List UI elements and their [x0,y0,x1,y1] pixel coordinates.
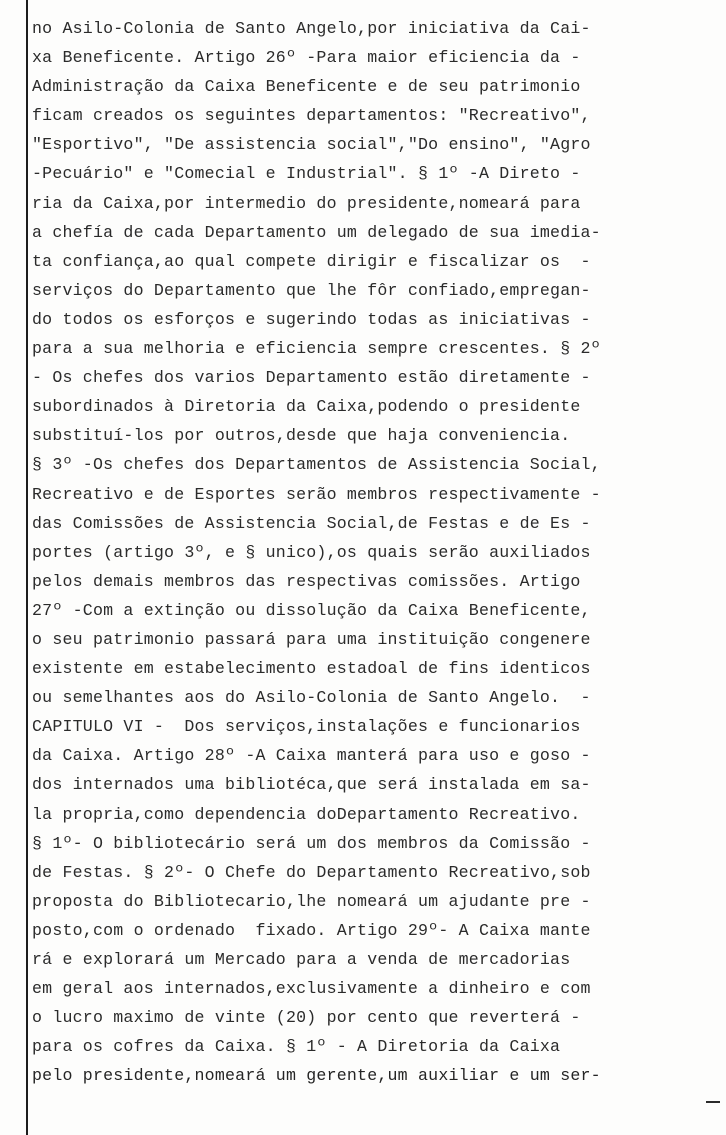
text-line: portes (artigo 3º, e § unico),os quais serão auxiliados [32,542,591,562]
text-line: rá e explorará um Mercado para a venda de mercadorias [32,950,571,969]
text-line: serviços do Departamento que lhe fôr confiado,empregan- [32,280,591,300]
text-line: "Esportivo", "De assistencia social","Do ensino", "Agro [32,135,591,155]
text-line: -Pecuário" e "Comecial e Industrial". § 1º -A Direto - [32,164,581,184]
text-line: o lucro maximo de vinte (20) por cento que reverterá - [32,1008,581,1028]
text-line: de Festas. § 2º- O Chefe do Departamento Recreativo,sob [32,862,591,882]
margin-tick-mark [706,1101,720,1103]
text-line: § 3º -Os chefes dos Departamentos de Assistencia Social, [32,455,601,475]
text-line: subordinados à Diretoria da Caixa,podendo o presidente [32,397,581,417]
text-line: CAPITULO VI - Dos serviços,instalações e funcionarios [32,717,581,737]
text-line: ta confiança,ao qual compete dirigir e fiscalizar os - [32,251,591,271]
text-line: a chefía de cada Departamento um delegado de sua imedia- [32,222,601,242]
text-line: existente em estabelecimento estadoal de fins identicos [32,659,591,679]
text-line: no Asilo-Colonia de Santo Angelo,por iniciativa da Cai- [32,19,591,38]
text-line: para a sua melhoria e eficiencia sempre crescentes. § 2º [32,339,601,359]
text-line: ou semelhantes aos do Asilo-Colonia de Santo Angelo. - [32,688,591,708]
text-line: 27º -Com a extinção ou dissolução da Caixa Beneficente, [32,600,591,620]
text-line: pelo presidente,nomeará um gerente,um auxiliar e um ser- [32,1066,601,1086]
document-body [32,14,722,1090]
text-line: § 1º- O bibliotecário será um dos membros da Comissão - [32,833,591,853]
text-line: dos internados uma bibliotéca,que será instalada em sa- [32,775,591,795]
text-line: posto,com o ordenado fixado. Artigo 29º- A Caixa mante [32,920,591,940]
text-line: pelos demais membros das respectivas comissões. Artigo [32,571,581,591]
text-line: la propria,como dependencia doDepartamento Recreativo. [32,804,581,824]
text-line: da Caixa. Artigo 28º -A Caixa manterá para uso e goso - [32,746,591,766]
text-line: Administração da Caixa Beneficente e de seu patrimonio [32,77,581,97]
text-line: proposta do Bibliotecario,lhe nomeará um ajudante pre - [32,891,591,911]
text-line: das Comissões de Assistencia Social,de Festas e de Es - [32,513,591,533]
text-line: xa Beneficente. Artigo 26º -Para maior eficiencia da - [32,48,581,68]
left-margin-line [26,0,28,1135]
text-line: substituí-los por outros,desde que haja conveniencia. [32,426,571,446]
text-line: ria da Caixa,por intermedio do presidente,nomeará para [32,193,581,213]
text-line: Recreativo e de Esportes serão membros respectivamente - [32,484,601,504]
text-line: em geral aos internados,exclusivamente a dinheiro e com [32,979,591,999]
text-line: para os cofres da Caixa. § 1º - A Diretoria da Caixa [32,1037,561,1057]
text-line: o seu patrimonio passará para uma instituição congenere [32,629,591,649]
text-line: ficam creados os seguintes departamentos: "Recreativo", [32,106,591,126]
text-line: - Os chefes dos varios Departamento estão diretamente - [32,368,591,388]
text-line: do todos os esforços e sugerindo todas as iniciativas - [32,309,591,329]
